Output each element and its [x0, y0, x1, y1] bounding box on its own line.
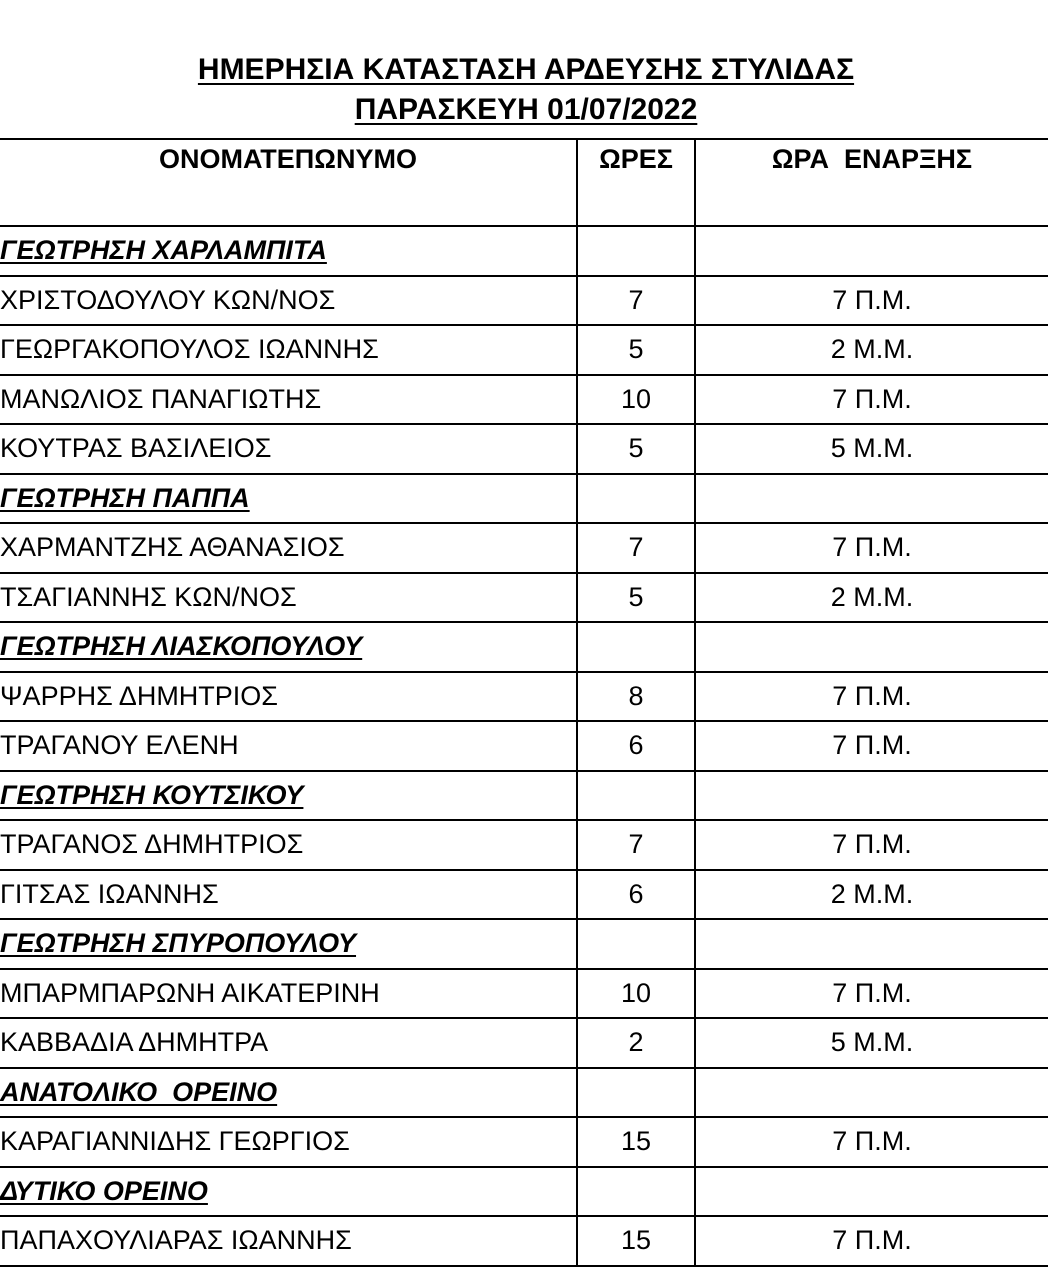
person-name: ΜΑΝΩΛΙΟΣ ΠΑΝΑΓΙΩΤΗΣ	[0, 375, 577, 425]
start-time-value: 5 Μ.Μ.	[695, 424, 1048, 474]
group-name: ΓΕΩΤΡΗΣΗ ΧΑΡΛΑΜΠΙΤΑ	[0, 226, 577, 276]
group-row	[0, 474, 1048, 524]
document-title: ΗΜΕΡΗΣΙΑ ΚΑΤΑΣΤΑΣΗ ΑΡΔΕΥΣΗΣ ΣΤΥΛΙΔΑΣ	[197, 53, 855, 86]
irrigation-schedule-table	[0, 138, 1048, 1267]
start-time-value: 7 Π.Μ.	[695, 969, 1048, 1019]
group-start-cell	[695, 474, 1048, 524]
group-name: ΓΕΩΤΡΗΣΗ ΣΠΥΡΟΠΟΥΛΟΥ	[0, 919, 577, 969]
table-row	[0, 375, 1048, 425]
group-name: ΑΝΑΤΟΛΙΚΟ ΟΡΕΙΝΟ	[0, 1068, 577, 1118]
group-start-cell	[695, 919, 1048, 969]
table-row	[0, 424, 1048, 474]
hours-value: 6	[577, 721, 695, 771]
table-row	[0, 820, 1048, 870]
hours-value: 15	[577, 1117, 695, 1167]
person-name: ΚΑΡΑΓΙΑΝΝΙΔΗΣ ΓΕΩΡΓΙΟΣ	[0, 1117, 577, 1167]
group-row	[0, 226, 1048, 276]
hours-value: 10	[577, 375, 695, 425]
group-hours-cell	[577, 226, 695, 276]
person-name: ΠΑΠΑΧΟΥΛΙΑΡΑΣ ΙΩΑΝΝΗΣ	[0, 1216, 577, 1266]
table-row	[0, 721, 1048, 771]
group-hours-cell	[577, 1167, 695, 1217]
start-time-value: 2 Μ.Μ.	[695, 870, 1048, 920]
person-name: ΚΟΥΤΡΑΣ ΒΑΣΙΛΕΙΟΣ	[0, 424, 577, 474]
document-date: ΠΑΡΑΣΚΕΥΗ 01/07/2022	[354, 93, 698, 126]
table-row	[0, 969, 1048, 1019]
hours-value: 6	[577, 870, 695, 920]
person-name: ΜΠΑΡΜΠΑΡΩΝΗ ΑΙΚΑΤΕΡΙΝΗ	[0, 969, 577, 1019]
table-row	[0, 672, 1048, 722]
table-row	[0, 325, 1048, 375]
hours-value: 7	[577, 523, 695, 573]
group-name: ΓΕΩΤΡΗΣΗ ΚΟΥΤΣΙΚΟΥ	[0, 771, 577, 821]
start-time-value: 2 Μ.Μ.	[695, 573, 1048, 623]
hours-value: 15	[577, 1216, 695, 1266]
group-row	[0, 622, 1048, 672]
start-time-value: 7 Π.Μ.	[695, 1117, 1048, 1167]
group-start-cell	[695, 622, 1048, 672]
document-header	[0, 50, 1048, 130]
person-name: ΓΕΩΡΓΑΚΟΠΟΥΛΟΣ ΙΩΑΝΝΗΣ	[0, 325, 577, 375]
table-row	[0, 1117, 1048, 1167]
group-row	[0, 1167, 1048, 1217]
group-hours-cell	[577, 474, 695, 524]
hours-value: 5	[577, 424, 695, 474]
hours-value: 5	[577, 325, 695, 375]
group-row	[0, 919, 1048, 969]
table-row	[0, 573, 1048, 623]
start-time-value: 7 Π.Μ.	[695, 523, 1048, 573]
start-time-value: 2 Μ.Μ.	[695, 325, 1048, 375]
person-name: ΚΑΒΒΑΔΙΑ ΔΗΜΗΤΡΑ	[0, 1018, 577, 1068]
person-name: ΤΡΑΓΑΝΟΥ ΕΛΕΝΗ	[0, 721, 577, 771]
group-name: ΓΕΩΤΡΗΣΗ ΛΙΑΣΚΟΠΟΥΛΟΥ	[0, 622, 577, 672]
group-start-cell	[695, 1068, 1048, 1118]
table-row	[0, 276, 1048, 326]
person-name: ΧΡΙΣΤΟΔΟΥΛΟΥ ΚΩΝ/ΝΟΣ	[0, 276, 577, 326]
group-hours-cell	[577, 622, 695, 672]
hours-value: 7	[577, 276, 695, 326]
start-time-value: 5 Μ.Μ.	[695, 1018, 1048, 1068]
group-hours-cell	[577, 1068, 695, 1118]
column-header-hours: ΩΡΕΣ	[577, 139, 695, 226]
hours-value: 2	[577, 1018, 695, 1068]
group-row	[0, 1068, 1048, 1118]
column-header-start-time: ΩΡΑ ΕΝΑΡΞΗΣ	[695, 139, 1048, 226]
person-name: ΤΣΑΓΙΑΝΝΗΣ ΚΩΝ/ΝΟΣ	[0, 573, 577, 623]
hours-value: 7	[577, 820, 695, 870]
table-row	[0, 870, 1048, 920]
start-time-value: 7 Π.Μ.	[695, 375, 1048, 425]
group-start-cell	[695, 226, 1048, 276]
hours-value: 5	[577, 573, 695, 623]
group-name: ΔΥΤΙΚΟ ΟΡΕΙΝΟ	[0, 1167, 577, 1217]
group-hours-cell	[577, 771, 695, 821]
person-name: ΤΡΑΓΑΝΟΣ ΔΗΜΗΤΡΙΟΣ	[0, 820, 577, 870]
table-row	[0, 523, 1048, 573]
table-header-row	[0, 139, 1048, 226]
group-row	[0, 771, 1048, 821]
person-name: ΓΙΤΣΑΣ ΙΩΑΝΝΗΣ	[0, 870, 577, 920]
table-body	[0, 226, 1048, 1266]
table-row	[0, 1018, 1048, 1068]
column-header-name: ΟΝΟΜΑΤΕΠΩΝΥΜΟ	[0, 139, 577, 226]
group-hours-cell	[577, 919, 695, 969]
hours-value: 8	[577, 672, 695, 722]
group-start-cell	[695, 771, 1048, 821]
group-name: ΓΕΩΤΡΗΣΗ ΠΑΠΠΑ	[0, 474, 577, 524]
hours-value: 10	[577, 969, 695, 1019]
group-start-cell	[695, 1167, 1048, 1217]
person-name: ΨΑΡΡΗΣ ΔΗΜΗΤΡΙΟΣ	[0, 672, 577, 722]
start-time-value: 7 Π.Μ.	[695, 820, 1048, 870]
start-time-value: 7 Π.Μ.	[695, 1216, 1048, 1266]
person-name: ΧΑΡΜΑΝΤΖΗΣ ΑΘΑΝΑΣΙΟΣ	[0, 523, 577, 573]
table-row	[0, 1216, 1048, 1266]
start-time-value: 7 Π.Μ.	[695, 672, 1048, 722]
start-time-value: 7 Π.Μ.	[695, 276, 1048, 326]
start-time-value: 7 Π.Μ.	[695, 721, 1048, 771]
